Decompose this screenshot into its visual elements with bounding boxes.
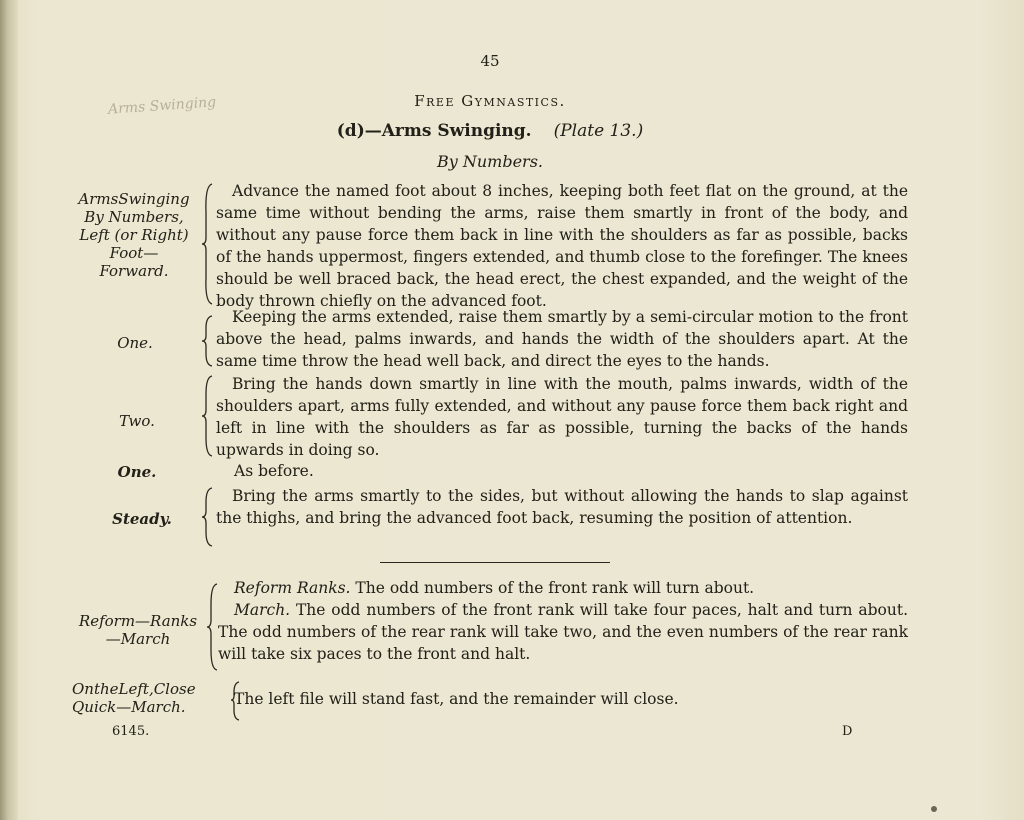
march-line <box>218 599 908 665</box>
paragraph-bring-arms: Bring the arms smartly to the sides, but without allowing the hands to slap against the thighs, and bring the advanced foot back, resuming the position of attention. <box>216 487 908 527</box>
heading-label: (d)—Arms Swinging. <box>336 121 532 141</box>
margin-note-reform-ranks <box>62 612 214 648</box>
margin-line: By Numbers, <box>84 208 184 226</box>
footer-signature: 6145. <box>112 724 150 739</box>
plate-reference: (Plate 13.) <box>553 121 644 141</box>
paragraph-reform-ranks <box>218 577 908 665</box>
subheading: By Numbers. <box>436 152 543 171</box>
margin-line: ArmsSwinging <box>78 190 190 208</box>
section-title: Free Gymnastics. <box>414 92 566 110</box>
margin-note-one: One. <box>117 334 153 352</box>
margin-line: —March <box>105 630 171 648</box>
section-divider <box>380 562 610 563</box>
march-text: The odd numbers of the front rank will take four paces, halt and turn about. The odd numbers of the rear rank will take two, and the even numbers of the rear rank will take six paces to the front and halt. <box>218 601 908 663</box>
margin-line: Foot— <box>109 244 159 262</box>
margin-line: Forward. <box>99 262 169 280</box>
brace-arms-swinging <box>201 182 215 306</box>
paragraph-keeping: Keeping the arms extended, raise them smartly by a semi-circular motion to the front above the head, palms inwards, and hands the width of the shoulders apart. At the same time throw the head well back, and direct the eyes to the hands. <box>216 308 908 370</box>
paragraph-left-file: The left file will stand fast, and the remainder will close. <box>234 690 679 708</box>
page-binding <box>0 0 18 820</box>
reform-ranks-label: Reform Ranks. <box>234 579 351 597</box>
margin-line: Reform—Ranks <box>78 612 198 630</box>
brace-two <box>201 374 215 458</box>
pencil-annotation: Arms Swinging <box>107 94 217 118</box>
paragraph-as-before: As before. <box>234 462 314 480</box>
paragraph-advance: Advance the named foot about 8 inches, keeping both feet flat on the ground, at the same time without bending the arms, raise them smartly in front of the body, and without any pause force them back in line with the shoulders as far as possible, backs of the hands uppermost, fingers extended, and thumb close to the forefinger. The knees should be well braced back, the head erect, the chest expanded, and the weight of the body thrown chiefly on the advanced foot. <box>216 182 908 310</box>
paragraph-bring-down: Bring the hands down smartly in line with the mouth, palms inwards, width of the shoulders apart, arms fully extended, and without any pause force them back right and left in line with the shoulders as far as possible, turning the backs of the hands upwards in doing so. <box>216 375 908 459</box>
margin-note-on-the-left <box>72 680 232 716</box>
footer-mark: D <box>842 724 853 739</box>
margin-note-two: Two. <box>119 412 155 430</box>
margin-note-one-bold: One. <box>117 463 157 481</box>
margin-note-arms-swinging <box>60 190 208 280</box>
margin-line: Quick—March. <box>72 698 186 716</box>
reform-ranks-line <box>218 577 908 599</box>
margin-line: Left (or Right) <box>79 226 189 244</box>
ink-spot <box>931 806 937 812</box>
reform-ranks-text: The odd numbers of the front rank will turn about. <box>355 579 755 597</box>
march-label: March. <box>234 601 291 619</box>
brace-steady <box>201 486 215 548</box>
page-number: 45 <box>480 52 500 70</box>
margin-note-steady: Steady. <box>112 510 172 528</box>
margin-line: OntheLeft,Close <box>72 680 196 698</box>
exercise-heading <box>260 121 720 141</box>
brace-one <box>201 314 215 368</box>
